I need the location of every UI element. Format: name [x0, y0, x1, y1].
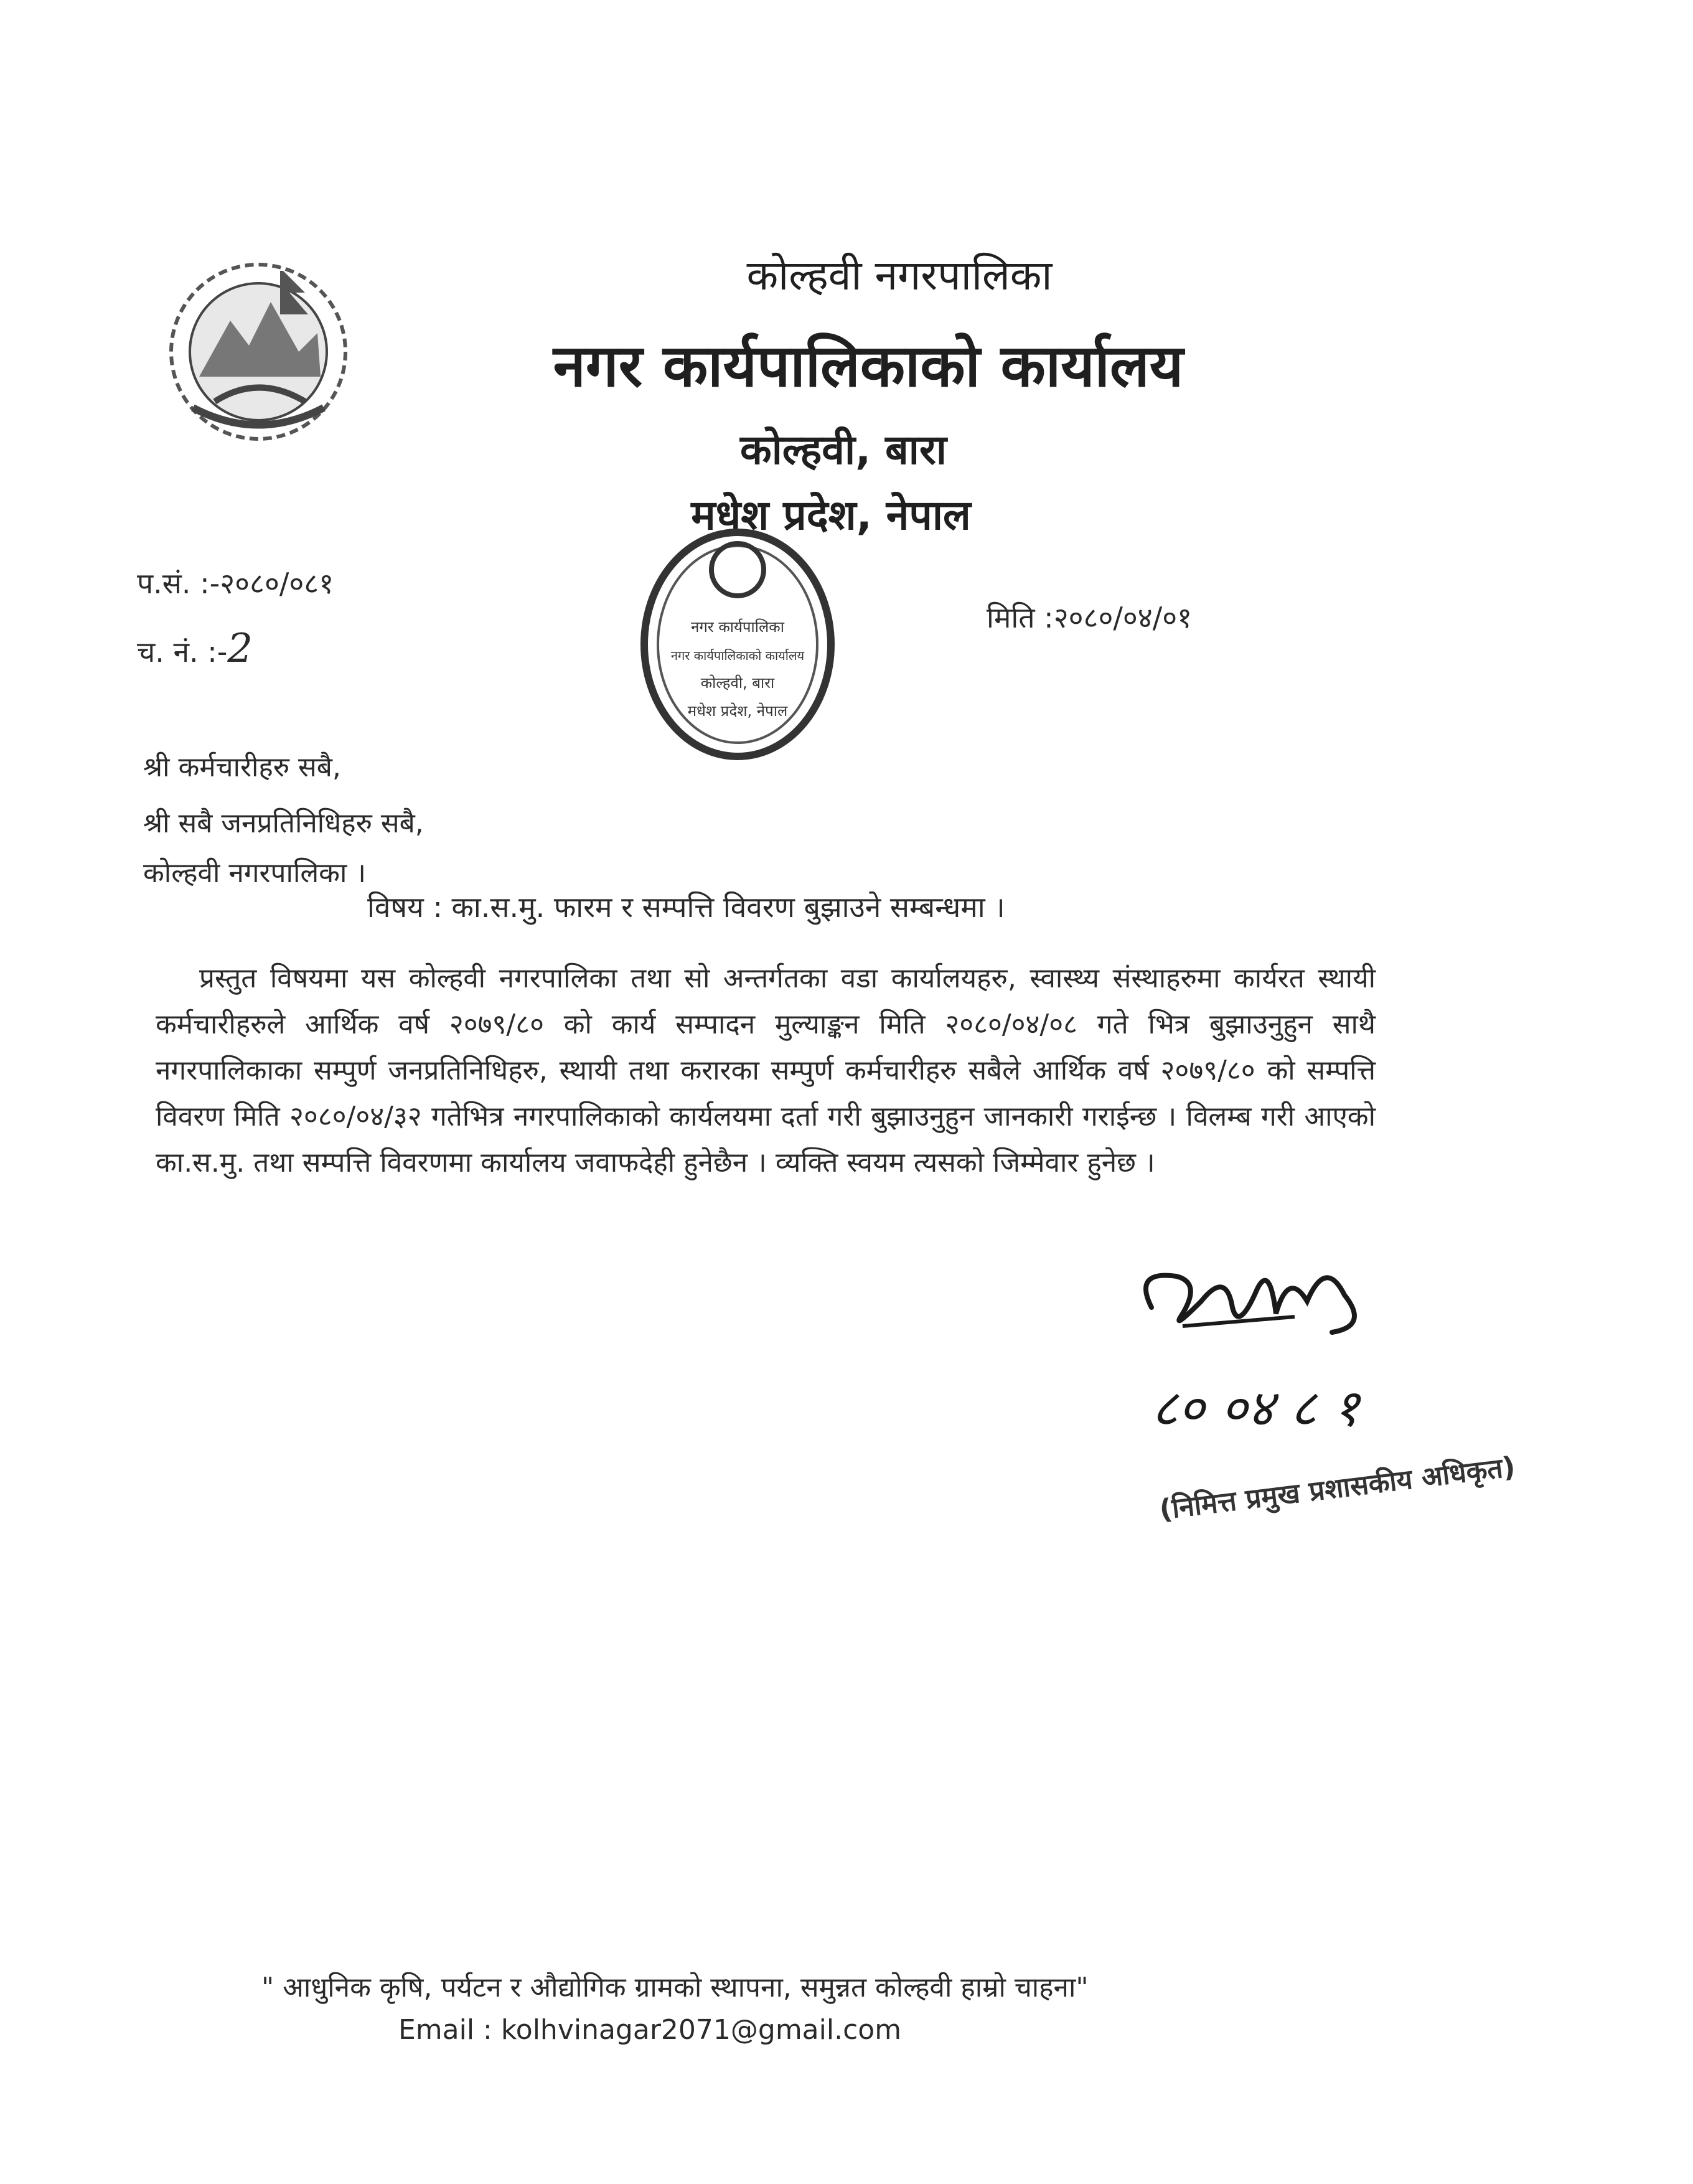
municipality-name: कोल्हवी नगरपालिका — [746, 252, 1053, 299]
office-round-stamp — [632, 520, 843, 769]
signature-date: ८० ०४ ८ १ — [1151, 1379, 1360, 1438]
dispatch-value: 2 — [227, 626, 253, 672]
letter-body: प्रस्तुत विषयमा यस कोल्हवी नगरपालिका तथा सो अन्तर्गतका वडा कार्यालयहरु, स्वास्थ्य संस्थाहरुमा कार्यरत स्थायी कर्मचारीहरुले आर्थिक वर्ष २०७९/८० को कार्य सम्पादन मुल्याङ्कन मिति २०८०/०४/०८ गते भित्र बुझाउनुहुन साथै नगरपालिकाका सम्पुर्ण जनप्रतिनिधिहरु, स्थायी तथा करारका सम्पुर्ण कर्मचारीहरु सबैले आर्थिक वर्ष २०७९/८० को सम्पत्ति विवरण मिति २०८०/०४/३२ गतेभित्र नगरपालिकाको कार्यलयमा दर्ता गरी बुझाउनुहुन जानकारी गराईन्छ । विलम्ब गरी आएको का.स.मु. तथा सम्पत्ति विवरणमा कार्यालय जवाफदेही हुनेछैन । व्यक्ति स्वयम त्यसको जिम्मेवार हुनेछ । — [156, 963, 1376, 1179]
letter-subject: विषय : का.स.मु. फारम र सम्पत्ति विवरण बुझाउने सम्बन्धमा । — [367, 890, 1005, 924]
stamp-line-1: नगर कार्यपालिका — [691, 618, 784, 636]
recipient-line: कोल्हवी नगरपालिका । — [143, 857, 367, 889]
footer-email: Email : kolhvinagar2071@gmail.com — [398, 2014, 902, 2046]
stamp-line-2: नगर कार्यपालिकाको कार्यालय — [670, 648, 805, 663]
stamp-line-4: मधेश प्रदेश, नेपाल — [687, 702, 788, 720]
recipient-line: श्री कर्मचारीहरु सबै, — [143, 751, 341, 783]
reference-number — [137, 563, 334, 602]
date-value: २०८०/०४/०१ — [1053, 601, 1193, 634]
date-label: मिति : — [987, 601, 1054, 634]
stamp-line-3: कोल्हवी, बारा — [700, 674, 775, 692]
office-location: कोल्हवी, बारा — [740, 426, 947, 474]
footer-slogan: " आधुनिक कृषि, पर्यटन र औद्योगिक ग्रामको स्थापना, समुन्नत कोल्हवी हाम्रो चाहना" — [261, 1972, 1089, 2003]
designation-text: (निमित्त प्रमुख प्रशासकीय अधिकृत) — [1158, 1451, 1517, 1527]
signatory-designation-stamp — [1151, 1444, 1517, 1527]
reference-value: २०८०/०८१ — [220, 567, 334, 600]
letter-date — [987, 598, 1192, 636]
handwritten-signature — [1108, 1233, 1394, 1457]
dispatch-label: च. नं. :- — [137, 635, 228, 669]
recipient-line: श्री सबै जनप्रतिनिधिहरु सबै, — [143, 807, 424, 839]
office-title: नगर कार्यपालिकाको कार्यालय — [553, 332, 1184, 400]
reference-label: प.सं. :- — [137, 567, 220, 600]
office-province: मधेश प्रदेश, नेपाल — [691, 491, 971, 539]
dispatch-number — [137, 626, 253, 672]
